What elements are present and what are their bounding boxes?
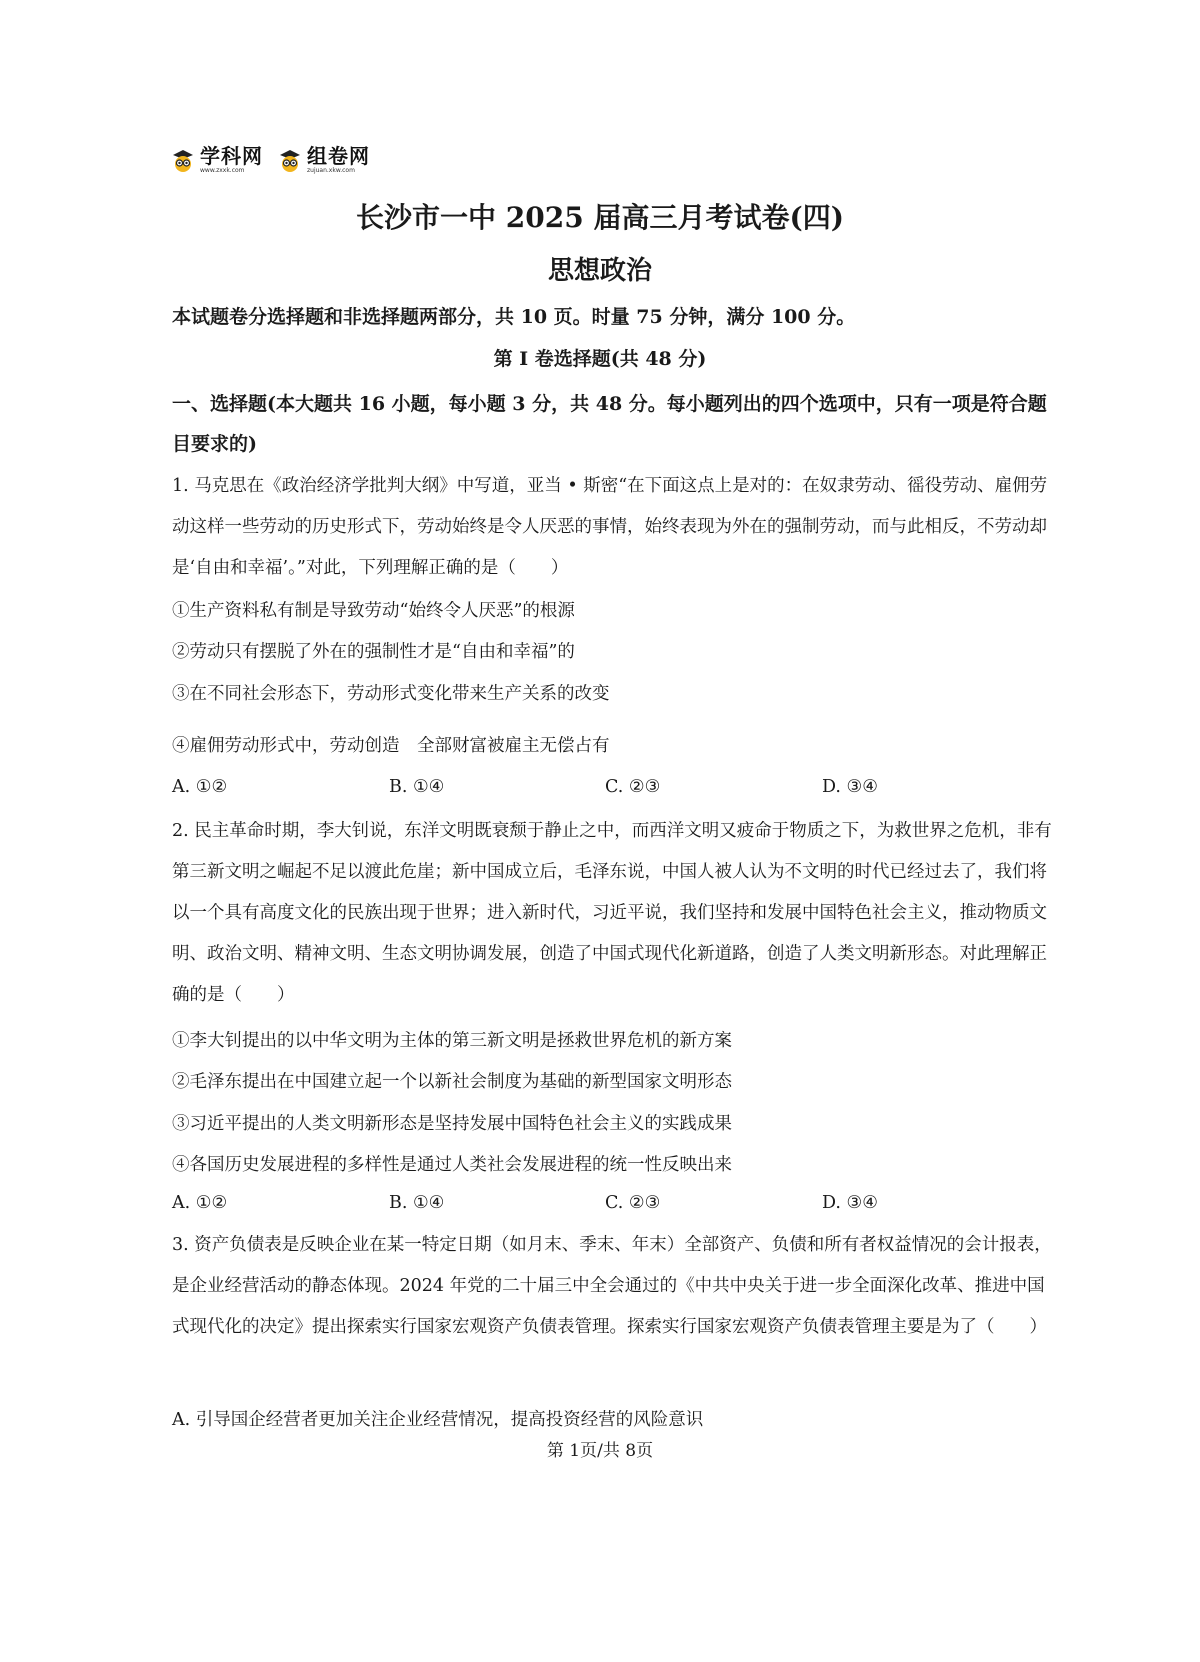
exam-intro: 本试题卷分选择题和非选择题两部分，共 10 页。时量 75 分钟，满分 100 分。 <box>172 306 856 328</box>
logo-url: www.zxxk.com <box>200 167 245 174</box>
option-a: A. ①② <box>172 777 228 797</box>
question-3-stem: 3. 资产负债表是反映企业在某一特定日期（如月末、季末、年末）全部资产、负债和所有者权益情况的会计报表，是企业经营活动的静态体现。2024 年党的二十届三中全会通过的《中共中央关于进一步全面深化改革、推进中国式现代化的决定》提出探索实行国家宏观资产负债表管理。探索实行国家宏观资产负债表管理主要是为了（ ） <box>172 1235 1052 1337</box>
option-a: A. ①② <box>172 1193 228 1213</box>
exam-title: 长沙市一中 2025 届高三月考试卷(四) <box>356 201 844 234</box>
question-1-statement-1: ①生产资料私有制是导致劳动“始终令人厌恶”的根源 <box>172 601 575 621</box>
option-c: C. ②③ <box>605 1193 661 1213</box>
logo-bar <box>170 146 370 174</box>
page-footer: 第 1页/共 8页 <box>546 1441 654 1461</box>
question-3-option-a: A. 引导国企经营者更加关注企业经营情况，提高投资经营的风险意识 <box>172 1410 704 1430</box>
option-b: B. ①④ <box>389 777 445 797</box>
logo-name: 组卷网 <box>307 144 370 168</box>
subject-title: 思想政治 <box>547 256 652 286</box>
question-2-statement-2: ②毛泽东提出在中国建立起一个以新社会制度为基础的新型国家文明形态 <box>172 1072 732 1092</box>
question-2-statement-3: ③习近平提出的人类文明新形态是坚持发展中国特色社会主义的实践成果 <box>172 1114 732 1134</box>
question-1-statement-3: ③在不同社会形态下，劳动形式变化带来生产关系的改变 <box>172 684 610 704</box>
option-b: B. ①④ <box>389 1193 445 1213</box>
question-1-stem: 1. 马克思在《政治经济学批判大纲》中写道，亚当 • 斯密“在下面这点上是对的：在奴隶劳动、徭役劳动、雇佣劳动这样一些劳动的历史形式下，劳动始终是令人厌恶的事情，始终表现为外在的强制劳动，而与此相反，不劳动却是‘自由和幸福’。”对此，下列理解正确的是（ ） <box>172 476 1048 578</box>
question-2-stem: 2. 民主革命时期，李大钊说，东洋文明既衰颓于静止之中，而西洋文明又疲命于物质之下，为救世界之危机，非有第三新文明之崛起不足以渡此危崖；新中国成立后，毛泽东说，中国人被人认为不文明的时代已经过去了，我们将以一个具有高度文化的民族出现于世界；进入新时代，习近平说，我们坚持和发展中国特色社会主义，推动物质文明、政治文明、精神文明、生态文明协调发展，创造了中国式现代化新道路，创造了人类文明新形态。对此理解正确的是（ ） <box>172 821 1052 1005</box>
question-1-statement-2: ②劳动只有摆脱了外在的强制性才是“自由和幸福”的 <box>172 642 575 662</box>
question-2-statement-1: ①李大钊提出的以中华文明为主体的第三新文明是拯救世界危机的新方案 <box>172 1031 732 1051</box>
owl-icon <box>277 147 303 173</box>
logo-url: zujuan.xkw.com <box>307 167 355 174</box>
owl-icon <box>170 147 196 173</box>
option-d: D. ③④ <box>822 777 878 797</box>
part-heading: 第 I 卷选择题(共 48 分) <box>493 348 707 370</box>
option-d: D. ③④ <box>822 1193 878 1213</box>
zujuan-logo <box>277 146 370 174</box>
question-1-statement-4: ④雇佣劳动形式中，劳动创造 全部财富被雇主无偿占有 <box>172 736 610 756</box>
logo-name: 学科网 <box>200 144 263 168</box>
option-c: C. ②③ <box>605 777 661 797</box>
question-2-statement-4: ④各国历史发展进程的多样性是通过人类社会发展进程的统一性反映出来 <box>172 1155 732 1175</box>
section-heading: 一、选择题(本大题共 16 小题，每小题 3 分，共 48 分。每小题列出的四个选项中，只有一项是符合题目要求的) <box>172 393 1047 455</box>
zxxk-logo <box>170 146 263 174</box>
